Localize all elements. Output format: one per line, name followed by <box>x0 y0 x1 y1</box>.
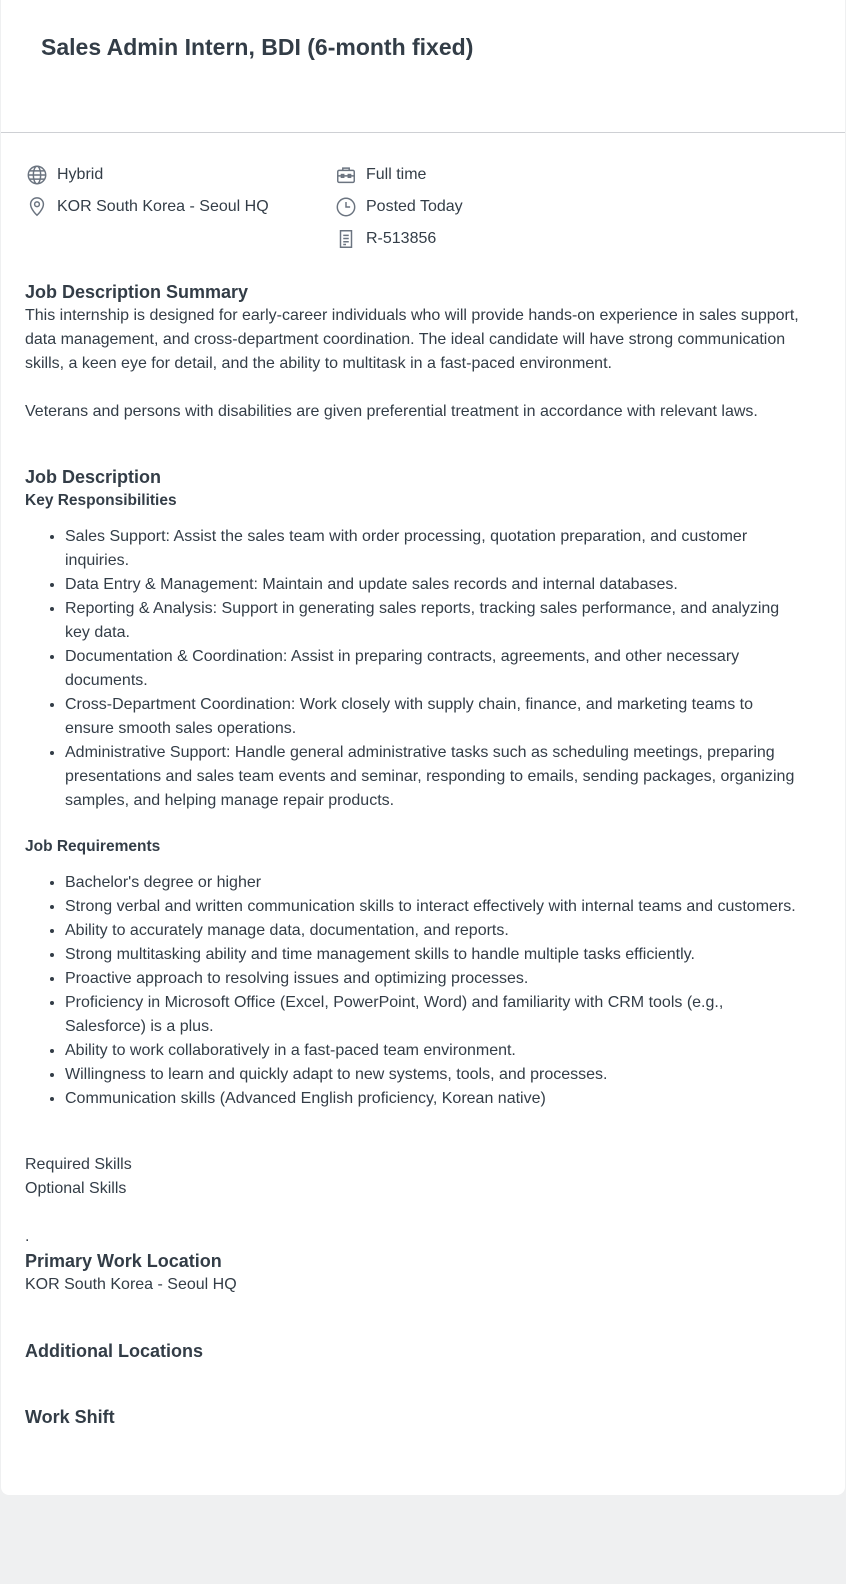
responsibilities-heading: Key Responsibilities <box>25 492 177 509</box>
summary-heading: Job Description Summary <box>25 282 249 302</box>
list-item: • Proficiency in Microsoft Office (Excel, PowerPoint, Word) and familiarity with CRM tools (e.g., Salesforce) is a plus. <box>65 991 805 1039</box>
summary-paragraph: This internship is designed for early-career individuals who will provide hands-on experience in sales support, data management, and cross-department coordination. The ideal candidate will have strong communication skills, a keen eye for detail, and the ability to multitask in a fast-paced environment. <box>25 307 799 372</box>
requisition-row <box>334 227 436 251</box>
employment-type-row <box>334 163 426 187</box>
posted-label: Posted Today <box>366 198 463 215</box>
header-divider <box>1 132 845 133</box>
job-title: Sales Admin Intern, BDI (6-month fixed) <box>41 34 474 60</box>
location-pin-icon <box>25 195 49 219</box>
list-item: • Sales Support: Assist the sales team with order processing, quotation preparation, and customer inquiries. <box>65 525 805 573</box>
list-item: • Bachelor's degree or higher <box>65 871 805 895</box>
list-item: • Data Entry & Management: Maintain and update sales records and internal databases. <box>65 573 805 597</box>
additional-locations-heading: Additional Locations <box>25 1341 203 1361</box>
primary-location-heading: Primary Work Location <box>25 1251 222 1271</box>
separator-dot: . <box>25 1228 30 1245</box>
required-skills-label: Required Skills <box>25 1156 132 1173</box>
list-item: • Ability to accurately manage data, documentation, and reports. <box>65 919 805 943</box>
list-item: • Cross-Department Coordination: Work closely with supply chain, finance, and marketing teams to ensure smooth sales operations. <box>65 693 805 741</box>
list-item: • Strong multitasking ability and time management skills to handle multiple tasks efficiently. <box>65 943 805 967</box>
location-label: KOR South Korea - Seoul HQ <box>57 198 269 215</box>
clock-icon <box>334 195 358 219</box>
document-icon <box>334 227 358 251</box>
work-shift-heading: Work Shift <box>25 1407 115 1427</box>
work-mode-label: Hybrid <box>57 166 104 183</box>
primary-location-value: KOR South Korea - Seoul HQ <box>25 1276 237 1293</box>
requirements-heading: Job Requirements <box>25 838 161 855</box>
posted-row <box>334 195 463 219</box>
responsibilities-list <box>25 525 805 813</box>
description-heading: Job Description <box>25 467 162 487</box>
employment-type-label: Full time <box>366 166 427 183</box>
list-item: • Documentation & Coordination: Assist in preparing contracts, agreements, and other necessary documents. <box>65 645 805 693</box>
list-item: • Proactive approach to resolving issues and optimizing processes. <box>65 967 805 991</box>
requirements-list <box>25 871 805 1111</box>
optional-skills-label: Optional Skills <box>25 1180 127 1197</box>
work-mode-row <box>25 163 103 187</box>
location-row <box>25 195 269 219</box>
list-item: • Willingness to learn and quickly adapt to new systems, tools, and processes. <box>65 1063 805 1087</box>
list-item: • Communication skills (Advanced English proficiency, Korean native) <box>65 1087 805 1111</box>
requisition-id: R-513856 <box>366 230 437 247</box>
list-item: • Reporting & Analysis: Support in generating sales reports, tracking sales performance, and analyzing key data. <box>65 597 805 645</box>
list-item: • Strong verbal and written communication skills to interact effectively with internal teams and customers. <box>65 895 805 919</box>
job-details-card <box>1 0 845 1495</box>
briefcase-icon <box>334 163 358 187</box>
preferential-treatment-note: Veterans and persons with disabilities are given preferential treatment in accordance with relevant laws. <box>25 403 758 420</box>
list-item: • Administrative Support: Handle general administrative tasks such as scheduling meetings, preparing presentations and sales team events and seminar, responding to emails, sending packages, organizing samples, and helping manage repair products. <box>65 741 805 813</box>
globe-icon <box>25 163 49 187</box>
job-content <box>25 280 805 1429</box>
list-item: • Ability to work collaboratively in a fast-paced team environment. <box>65 1039 805 1063</box>
